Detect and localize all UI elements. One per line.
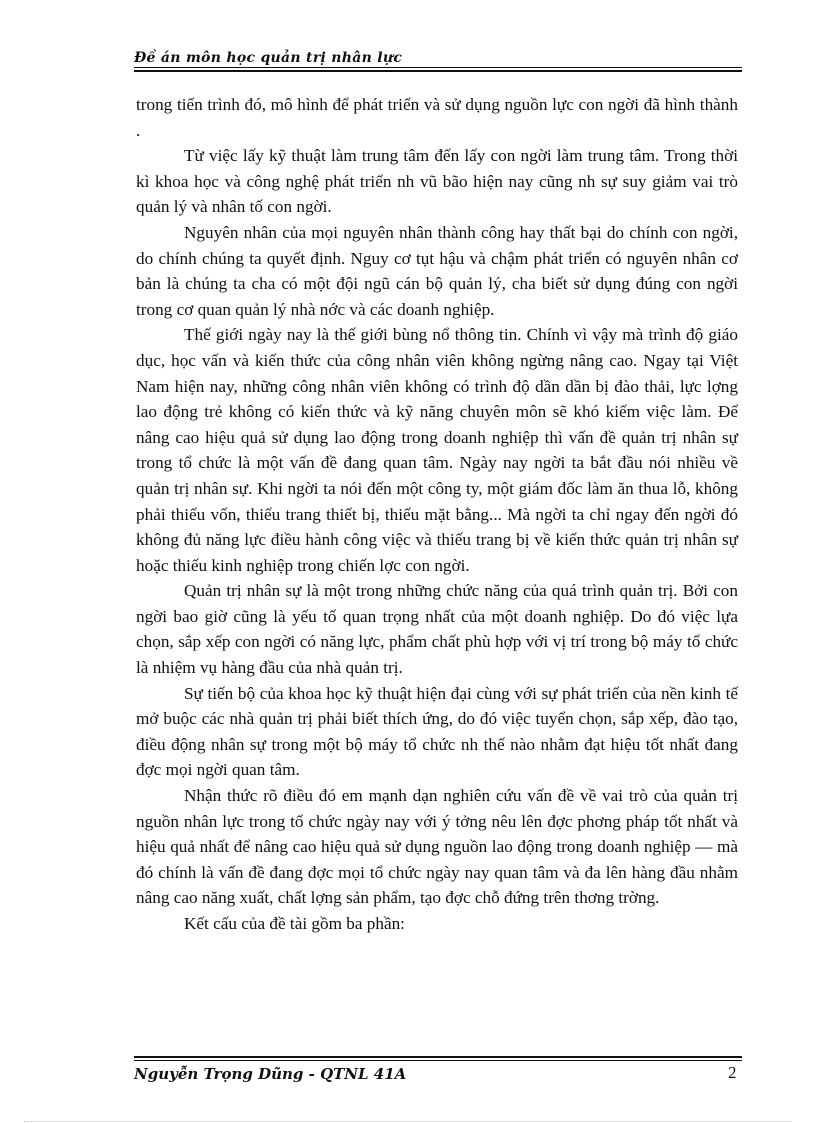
page-bottom-guide xyxy=(24,1121,792,1122)
paragraph: Quản trị nhân sự là một trong những chức năng của quá trình quản trị. Bởi con ngời bao giờ cũng là yếu tố quan trọng nhất của một doanh nghiệp. Do đó việc lựa chọn, sắp xếp con ngời có năng lực, phẩm chất phù hợp với vị trí trong bộ máy tổ chức là nhiệm vụ hàng đầu của nhà quản trị. xyxy=(136,581,738,678)
page-number: 2 xyxy=(728,1063,737,1082)
paragraph: Từ việc lấy kỹ thuật làm trung tâm đến lấy con ngời làm trung tâm. Trong thời kì khoa học và công nghệ phát triển nh vũ bão hiện nay cũng nh sự suy giảm vai trò quản lý và nhân tố con ngời. xyxy=(136,146,738,217)
footer-rule-thick xyxy=(134,1056,742,1058)
document-body xyxy=(136,92,738,937)
footer-rule-thin xyxy=(134,1060,742,1061)
paragraph: Kết cấu của đề tài gồm ba phần: xyxy=(184,914,405,933)
header-rule-thin xyxy=(134,67,742,68)
paragraph: Sự tiến bộ của khoa học kỹ thuật hiện đại cùng với sự phát triển của nền kinh tế mở buộc các nhà quản trị phải biết thích ứng, do đó việc tuyển chọn, sắp xếp, đào tạo, điều động nhân sự trong một bộ máy tổ chức nh thế nào nhằm đạt hiệu tốt nhất đang đợc mọi ngời quan tâm. xyxy=(136,683,738,780)
header-rule-thick xyxy=(134,70,742,72)
footer-author: Nguyễn Trọng Dũng - QTNL 41A xyxy=(134,1065,407,1083)
page-header-title: Đề án môn học quản trị nhân lực xyxy=(134,50,403,66)
paragraph: trong tiến trình đó, mô hình để phát triển và sử dụng nguồn lực con ngời đã hình thành . xyxy=(136,95,738,140)
paragraph: Nguyên nhân của mọi nguyên nhân thành công hay thất bại do chính con ngời, do chính chúng ta quyết định. Nguy cơ tụt hậu và chậm phát triển có nguyên nhân cơ bản là chúng ta cha có một đội ngũ cán bộ quản lý, cha biết sử dụng đúng con ngời trong cơ quan quản lý nhà nớc và các doanh nghiệp. xyxy=(136,222,738,319)
paragraph: Thế giới ngày nay là thế giới bùng nổ thông tin. Chính vì vậy mà trình độ giáo dục, học vấn và kiến thức của công nhân viên không ngừng nâng cao. Ngay tại Việt Nam hiện nay, những công nhân viên không có trình độ dần dần bị đào thải, lực lợng lao động trẻ không có kiến thức và kỹ năng chuyên môn sẽ khó kiếm việc làm. Để nâng cao hiệu quả sử dụng lao động trong doanh nghiệp thì vấn đề quản trị nhân sự trong tổ chức là một vấn đề đang quan tâm. Ngày nay ngời ta bắt đầu nói nhiều về quản trị nhân sự. Khi ngời ta nói đến một công ty, một giám đốc làm ăn thua lỗ, không phải thiếu vốn, thiếu trang thiết bị, thiếu mặt bằng... Mà ngời ta chỉ ngay đến ngời đó không đủ năng lực điều hành công việc và thiếu trang bị về kiến thức quản trị nhân sự hoặc thiếu kinh nghiệp trong chiến lợc con ngời. xyxy=(136,325,738,575)
paragraph: Nhận thức rõ điều đó em mạnh dạn nghiên cứu vấn đề về vai trò của quản trị nguồn nhân lực trong tổ chức ngày nay với ý tởng nêu lên đợc phơng pháp tốt nhất và hiệu quả nhất để nâng cao hiệu quả sử dụng nguồn lao động trong doanh nghiệp — mà đó chính là vấn đề đang đợc mọi tổ chức ngày nay quan tâm và đa lên hàng đầu nhằm nâng cao năng xuất, chất lợng sản phẩm, tạo đợc chỗ đứng trên thơng trờng. xyxy=(136,786,738,908)
